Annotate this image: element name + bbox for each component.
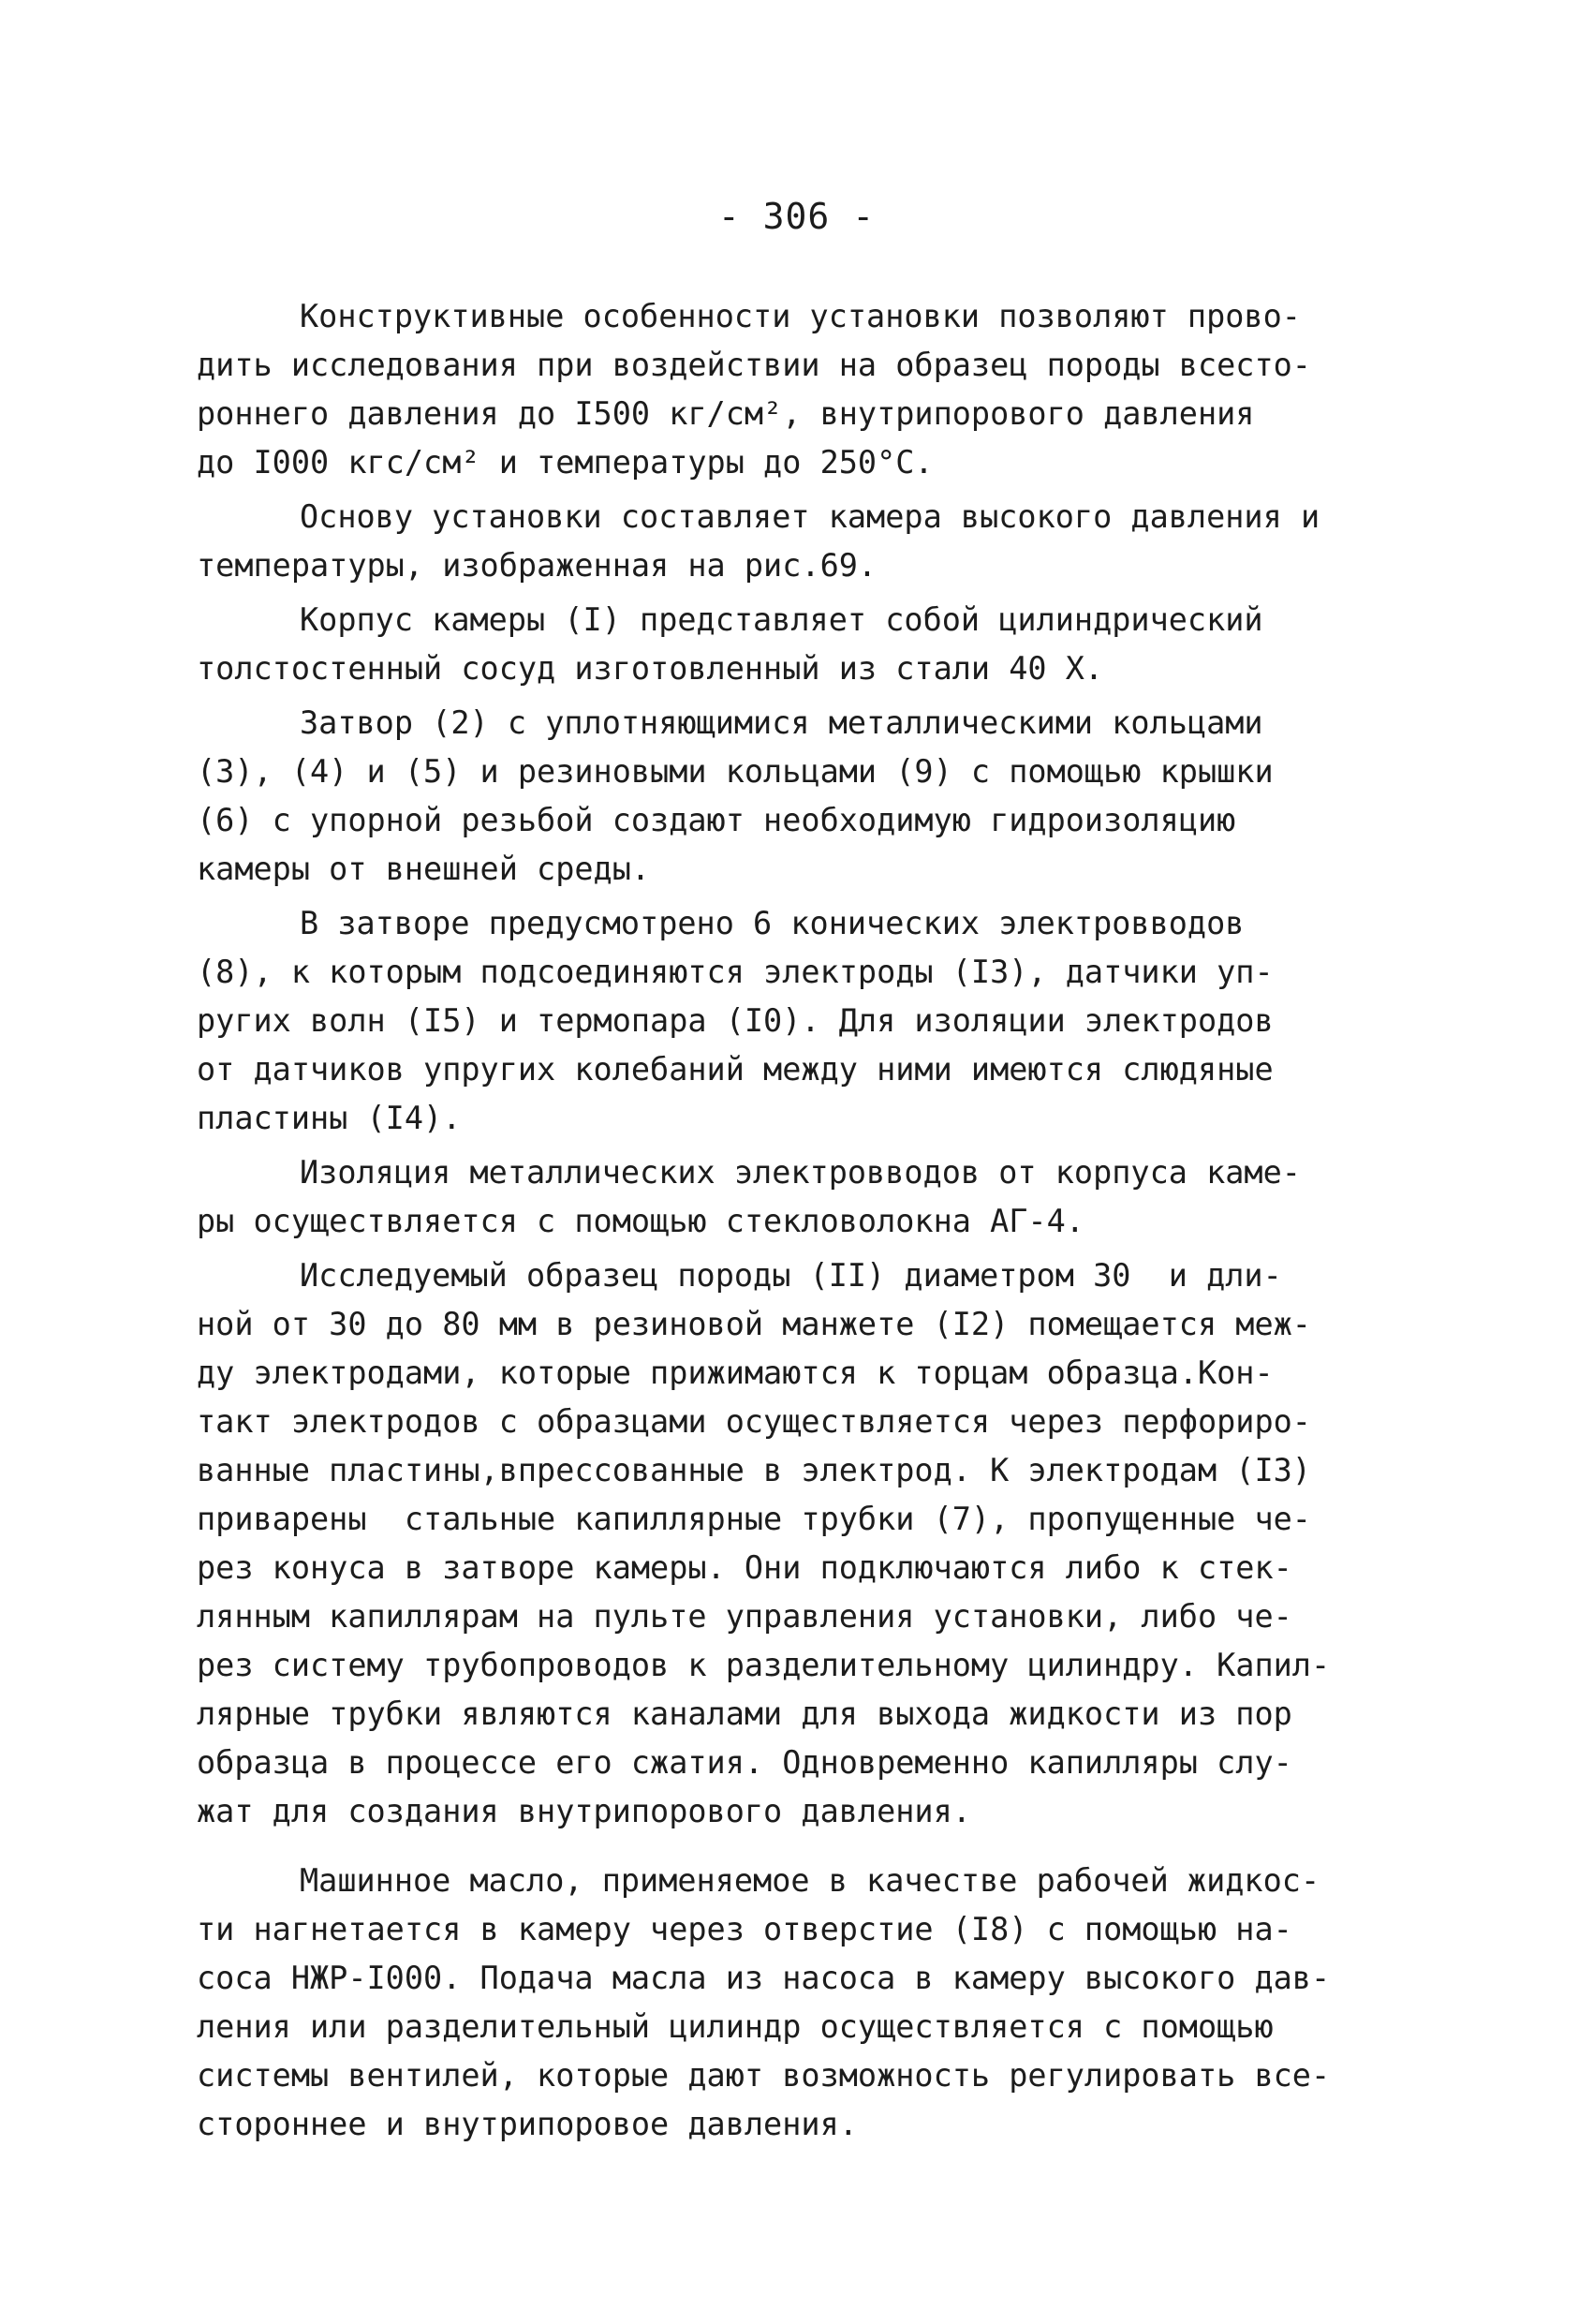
text-line: В затворе предусмотрено 6 конических электровводов [300, 905, 1245, 941]
text-line: рез конуса в затворе камеры. Они подключаются либо к стек- [197, 1549, 1292, 1586]
text-line: дить исследования при воздействии на образец породы всесто- [197, 347, 1311, 383]
text-line: Исследуемый образец породы (II) диаметром 30 и дли- [300, 1257, 1282, 1294]
text-line: такт электродов с образцами осуществляется через перфориро- [197, 1403, 1311, 1440]
text-line: системы вентилей, которые дают возможность регулировать все- [197, 2057, 1331, 2094]
text-line: жат для создания внутрипорового давления. [197, 1793, 971, 1829]
text-line: соса НЖР-I000. Подача масла из насоса в камеру высокого дав- [197, 1960, 1331, 1996]
text-line: лярные трубки являются каналами для выхода жидкости из пор [197, 1695, 1292, 1732]
text-line: Изоляция металлических электровводов от корпуса каме- [300, 1154, 1301, 1191]
text-line: ванные пластины,впрессованные в электрод. К электродам (I3) [197, 1452, 1311, 1488]
text-line: (6) с упорной резьбой создают необходимую гидроизоляцию [197, 802, 1236, 838]
text-line: (8), к которым подсоединяются электроды (I3), датчики уп- [197, 954, 1274, 990]
text-line: лянным капиллярам на пульте управления установки, либо че- [197, 1598, 1292, 1635]
text-line: Основу установки составляет камера высокого давления и [300, 498, 1320, 535]
paragraph-6 [197, 1148, 1414, 1246]
text-line: Корпус камеры (I) представляет собой цилиндрический [300, 601, 1263, 638]
text-line: ругих волн (I5) и термопара (I0). Для изоляции электродов [197, 1002, 1274, 1039]
text-line: образца в процессе его сжатия. Одновременно капилляры слу- [197, 1744, 1292, 1781]
text-line: ры осуществляется с помощью стекловолокна АГ-4. [197, 1203, 1084, 1239]
text-line: ления или разделительный цилиндр осуществляется с помощью [197, 2008, 1274, 2045]
paragraph-2 [197, 493, 1414, 590]
paragraph-3 [197, 596, 1414, 693]
text-line: (3), (4) и (5) и резиновыми кольцами (9) с помощью крышки [197, 753, 1274, 790]
page-number: - 306 - [717, 196, 876, 237]
text-line: температуры, изображенная на рис.69. [197, 547, 878, 584]
text-line: от датчиков упругих колебаний между ними имеются слюдяные [197, 1051, 1274, 1088]
text-line: стороннее и внутрипоровое давления. [197, 2106, 858, 2142]
paragraph-8 [197, 1857, 1414, 2149]
text-line: приварены стальные капиллярные трубки (7), пропущенные че- [197, 1501, 1311, 1537]
text-line: ной от 30 до 80 мм в резиновой манжете (I2) помещается меж- [197, 1306, 1311, 1342]
text-line: камеры от внешней среды. [197, 851, 651, 887]
text-line: до I000 кгс/см² и температуры до 250°С. [197, 444, 934, 481]
text-line: ти нагнетается в камеру через отверстие (I8) с помощью на- [197, 1911, 1292, 1947]
text-line: Конструктивные особенности установки позволяют прово- [300, 298, 1301, 334]
text-line: Затвор (2) с уплотняющимися металлическими кольцами [300, 704, 1263, 741]
paragraph-5 [197, 899, 1414, 1143]
text-line: пластины (I4). [197, 1100, 462, 1136]
text-body [197, 292, 1414, 2149]
text-line: ду электродами, которые прижимаются к торцам образца.Кон- [197, 1354, 1274, 1391]
paragraph-4 [197, 699, 1414, 894]
text-line: рез систему трубопроводов к разделительному цилиндру. Капил- [197, 1647, 1331, 1683]
text-line: роннего давления до I500 кг/см², внутрипорового давления [197, 395, 1255, 432]
paragraph-7 [197, 1251, 1414, 1836]
text-line: Машинное масло, применяемое в качестве рабочей жидкос- [300, 1862, 1320, 1899]
text-line: толстостенный сосуд изготовленный из стали 40 Х. [197, 650, 1104, 687]
paragraph-1 [197, 292, 1414, 487]
